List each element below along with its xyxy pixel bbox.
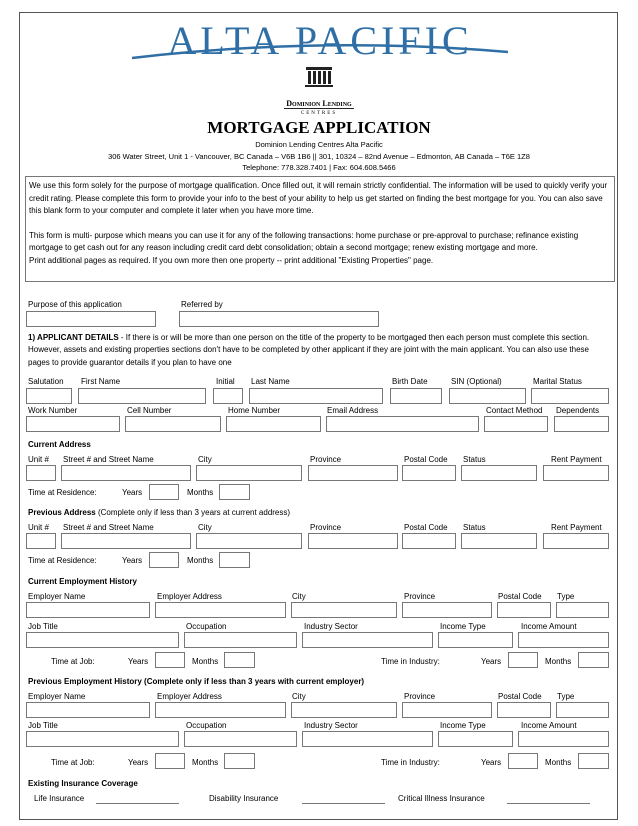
cur-rent-label: Rent Payment xyxy=(551,455,602,464)
cemp-occupation-label: Occupation xyxy=(186,622,227,631)
pemp-employer-address-field[interactable] xyxy=(155,702,286,718)
cur-status-field[interactable] xyxy=(461,465,537,481)
pemp-employer-name-label: Employer Name xyxy=(28,692,86,701)
cemp-postal-field[interactable] xyxy=(497,602,551,618)
email-label: Email Address xyxy=(327,406,379,415)
cemp-job-title-label: Job Title xyxy=(28,622,58,631)
cemp-time-at-job-label: Time at Job: xyxy=(51,657,95,666)
insurance-heading: Existing Insurance Coverage xyxy=(28,779,138,788)
dependents-label: Dependents xyxy=(556,406,600,415)
cemp-employer-address-field[interactable] xyxy=(155,602,286,618)
purpose-field[interactable] xyxy=(26,311,156,327)
birth-date-field[interactable] xyxy=(390,388,442,404)
prev-months-label: Months xyxy=(187,556,214,565)
pemp-months2-field[interactable] xyxy=(578,753,609,769)
cemp-years2-field[interactable] xyxy=(508,652,538,668)
first-name-label: First Name xyxy=(81,377,121,386)
previous-address-note: (Complete only if less than 3 years at current address) xyxy=(95,508,291,517)
cemp-income-type-field[interactable] xyxy=(438,632,513,648)
prev-rent-field[interactable] xyxy=(543,533,609,549)
disability-insurance-label: Disability Insurance xyxy=(209,794,279,803)
current-address-heading: Current Address xyxy=(28,440,91,449)
pemp-city-label: City xyxy=(292,692,306,701)
applicant-heading: 1) APPLICANT DETAILS xyxy=(28,333,119,342)
cur-postal-field[interactable] xyxy=(402,465,456,481)
cemp-occupation-field[interactable] xyxy=(184,632,297,648)
cur-street-field[interactable] xyxy=(61,465,191,481)
cemp-postal-label: Postal Code xyxy=(498,592,542,601)
pemp-industry-field[interactable] xyxy=(302,731,433,747)
cur-unit-field[interactable] xyxy=(26,465,56,481)
prev-status-field[interactable] xyxy=(461,533,537,549)
prev-unit-field[interactable] xyxy=(26,533,56,549)
cemp-type-label: Type xyxy=(557,592,575,601)
cell-number-label: Cell Number xyxy=(127,406,172,415)
cemp-industry-field[interactable] xyxy=(302,632,433,648)
prev-years-label: Years xyxy=(122,556,143,565)
cur-unit-label: Unit # xyxy=(28,455,49,464)
marital-label: Marital Status xyxy=(533,377,582,386)
cur-postal-label: Postal Code xyxy=(404,455,448,464)
contact-method-field[interactable] xyxy=(484,416,548,432)
pemp-years-label: Years xyxy=(128,758,149,767)
cur-years-field[interactable] xyxy=(149,484,179,500)
dependents-field[interactable] xyxy=(554,416,609,432)
work-number-field[interactable] xyxy=(26,416,120,432)
cur-street-label: Street # and Street Name xyxy=(63,455,154,464)
pemp-income-amount-field[interactable] xyxy=(518,731,609,747)
sub-logo-line1: Dominion Lending xyxy=(286,99,352,108)
cemp-province-label: Province xyxy=(404,592,436,601)
prev-postal-label: Postal Code xyxy=(404,523,448,532)
last-name-label: Last Name xyxy=(251,377,290,386)
pemp-employer-address-label: Employer Address xyxy=(157,692,222,701)
notice-paragraph-1: We use this form solely for the purpose of mortgage qualification. Once filled out, it will remain strictly confidential. The information will be used to quickly verify your credit rating. Please complete this form to provide your info to the best of your ability to help us get started on finding the best mortgage for you. You can also save this blank form to your computer and complete it later when you have more time. xyxy=(29,181,608,216)
pemp-years2-label: Years xyxy=(481,758,502,767)
pemp-job-title-label: Job Title xyxy=(28,721,58,730)
cur-months-field[interactable] xyxy=(219,484,250,500)
applicant-intro xyxy=(28,332,608,369)
pemp-time-industry-label: Time in Industry: xyxy=(381,758,440,767)
pemp-type-label: Type xyxy=(557,692,575,701)
cemp-income-type-label: Income Type xyxy=(440,622,486,631)
sin-field[interactable] xyxy=(449,388,526,404)
initial-field[interactable] xyxy=(213,388,243,404)
cemp-years-label: Years xyxy=(128,657,149,666)
notice-box xyxy=(25,176,615,282)
pemp-income-type-field[interactable] xyxy=(438,731,513,747)
salutation-label: Salutation xyxy=(28,377,64,386)
alta-pacific-logo xyxy=(130,16,510,64)
cemp-industry-label: Industry Sector xyxy=(304,622,358,631)
cemp-time-industry-label: Time in Industry: xyxy=(381,657,440,666)
cur-months-label: Months xyxy=(187,488,214,497)
cur-years-label: Years xyxy=(122,488,143,497)
company-address: 306 Water Street, Unit 1 - Vancouver, BC Canada – V6B 1B6 || 301, 10324 – 82nd Avenue – Edmonton, AB Canada – T6E 1Z8 xyxy=(108,152,530,161)
pemp-city-field[interactable] xyxy=(291,702,397,718)
cemp-income-amount-field[interactable] xyxy=(518,632,609,648)
life-insurance-field[interactable] xyxy=(96,803,179,804)
cur-rent-field[interactable] xyxy=(543,465,609,481)
prev-city-label: City xyxy=(198,523,212,532)
cemp-city-field[interactable] xyxy=(291,602,397,618)
building-icon xyxy=(304,66,334,88)
previous-employment-heading: Previous Employment History (Complete only if less than 3 years with current employer) xyxy=(28,677,365,686)
prev-unit-label: Unit # xyxy=(28,523,49,532)
pemp-industry-label: Industry Sector xyxy=(304,721,358,730)
last-name-field[interactable] xyxy=(249,388,383,404)
contact-method-label: Contact Method xyxy=(486,406,543,415)
current-employment-heading: Current Employment History xyxy=(28,577,137,586)
pemp-postal-field[interactable] xyxy=(497,702,551,718)
referred-label: Referred by xyxy=(181,300,223,309)
critical-illness-label: Critical Illness Insurance xyxy=(398,794,485,803)
prev-status-label: Status xyxy=(463,523,486,532)
pemp-years2-field[interactable] xyxy=(508,753,538,769)
cur-time-label: Time at Residence: xyxy=(28,488,97,497)
purpose-label: Purpose of this application xyxy=(28,300,122,309)
cemp-months2-field[interactable] xyxy=(578,652,609,668)
cur-province-label: Province xyxy=(310,455,342,464)
cemp-employer-name-field[interactable] xyxy=(26,602,150,618)
prev-province-label: Province xyxy=(310,523,342,532)
pemp-months-label: Months xyxy=(192,758,219,767)
marital-field[interactable] xyxy=(531,388,609,404)
cemp-city-label: City xyxy=(292,592,306,601)
pemp-province-field[interactable] xyxy=(402,702,492,718)
cemp-income-amount-label: Income Amount xyxy=(521,622,577,631)
pemp-time-at-job-label: Time at Job: xyxy=(51,758,95,767)
cell-number-field[interactable] xyxy=(125,416,221,432)
pemp-province-label: Province xyxy=(404,692,436,701)
prev-months-field[interactable] xyxy=(219,552,250,568)
prev-postal-field[interactable] xyxy=(402,533,456,549)
work-number-label: Work Number xyxy=(28,406,78,415)
prev-street-label: Street # and Street Name xyxy=(63,523,154,532)
notice-paragraph-3: Print additional pages as required. If you own more then one property -- print additional "Existing Properties" page. xyxy=(29,255,434,265)
prev-city-field[interactable] xyxy=(196,533,302,549)
home-number-field[interactable] xyxy=(226,416,321,432)
email-field[interactable] xyxy=(326,416,479,432)
prev-time-label: Time at Residence: xyxy=(28,556,97,565)
home-number-label: Home Number xyxy=(228,406,281,415)
cemp-years-field[interactable] xyxy=(155,652,185,668)
cemp-employer-name-label: Employer Name xyxy=(28,592,86,601)
cemp-months2-label: Months xyxy=(545,657,572,666)
pemp-years-field[interactable] xyxy=(155,753,185,769)
cur-city-label: City xyxy=(198,455,212,464)
sin-label: SIN (Optional) xyxy=(451,377,502,386)
cemp-months-label: Months xyxy=(192,657,219,666)
page-title: MORTGAGE APPLICATION xyxy=(207,118,431,137)
notice-paragraph-2: This form is multi- purpose which means you can use it for any of the following transactions: home purchase or pre-approval to purchase; refinance existing mortgage to get cash out for any reason including credit card debt consolidation; obtain a second mortgage; renew existing mortgage and more. xyxy=(29,230,579,253)
disability-insurance-field[interactable] xyxy=(302,803,385,804)
pemp-income-amount-label: Income Amount xyxy=(521,721,577,730)
pemp-income-type-label: Income Type xyxy=(440,721,486,730)
pemp-occupation-field[interactable] xyxy=(184,731,297,747)
previous-address-heading: Previous Address xyxy=(28,508,96,517)
pemp-job-title-field[interactable] xyxy=(26,731,179,747)
life-insurance-label: Life Insurance xyxy=(34,794,85,803)
cemp-job-title-field[interactable] xyxy=(26,632,179,648)
pemp-postal-label: Postal Code xyxy=(498,692,542,701)
pemp-type-field[interactable] xyxy=(556,702,609,718)
prev-province-field[interactable] xyxy=(308,533,398,549)
salutation-field[interactable] xyxy=(26,388,72,404)
cur-city-field[interactable] xyxy=(196,465,302,481)
initial-label: Initial xyxy=(216,377,235,386)
dominion-lending-logo xyxy=(270,66,368,116)
sub-logo-line2: CENTRES xyxy=(300,111,338,116)
cur-province-field[interactable] xyxy=(308,465,398,481)
prev-years-field[interactable] xyxy=(149,552,179,568)
first-name-field[interactable] xyxy=(78,388,206,404)
pemp-months-field[interactable] xyxy=(224,753,255,769)
pemp-employer-name-field[interactable] xyxy=(26,702,150,718)
cemp-type-field[interactable] xyxy=(556,602,609,618)
prev-rent-label: Rent Payment xyxy=(551,523,602,532)
cemp-province-field[interactable] xyxy=(402,602,492,618)
pemp-months2-label: Months xyxy=(545,758,572,767)
birth-date-label: Birth Date xyxy=(392,377,428,386)
referred-field[interactable] xyxy=(179,311,379,327)
cur-status-label: Status xyxy=(463,455,486,464)
cemp-months-field[interactable] xyxy=(224,652,255,668)
cemp-years2-label: Years xyxy=(481,657,502,666)
previous-address-title xyxy=(28,508,290,518)
prev-street-field[interactable] xyxy=(61,533,191,549)
cemp-employer-address-label: Employer Address xyxy=(157,592,222,601)
applicant-text: - If there is or will be more than one person on the title of the property to be mortgaged then each person must complete this section. However, assets and existing properties sections don't have to be completed by other applicant if they are joint with the main applicant. You can also use these pages to provide guarantor details if you plan to have one xyxy=(28,333,590,367)
critical-illness-field[interactable] xyxy=(507,803,590,804)
pemp-occupation-label: Occupation xyxy=(186,721,227,730)
company-name: Dominion Lending Centres Alta Pacific xyxy=(255,140,383,149)
company-phone: Telephone: 778.328.7401 | Fax: 604.608.5466 xyxy=(242,163,396,172)
svg-text:ALTA PACIFIC: ALTA PACIFIC xyxy=(167,18,473,63)
